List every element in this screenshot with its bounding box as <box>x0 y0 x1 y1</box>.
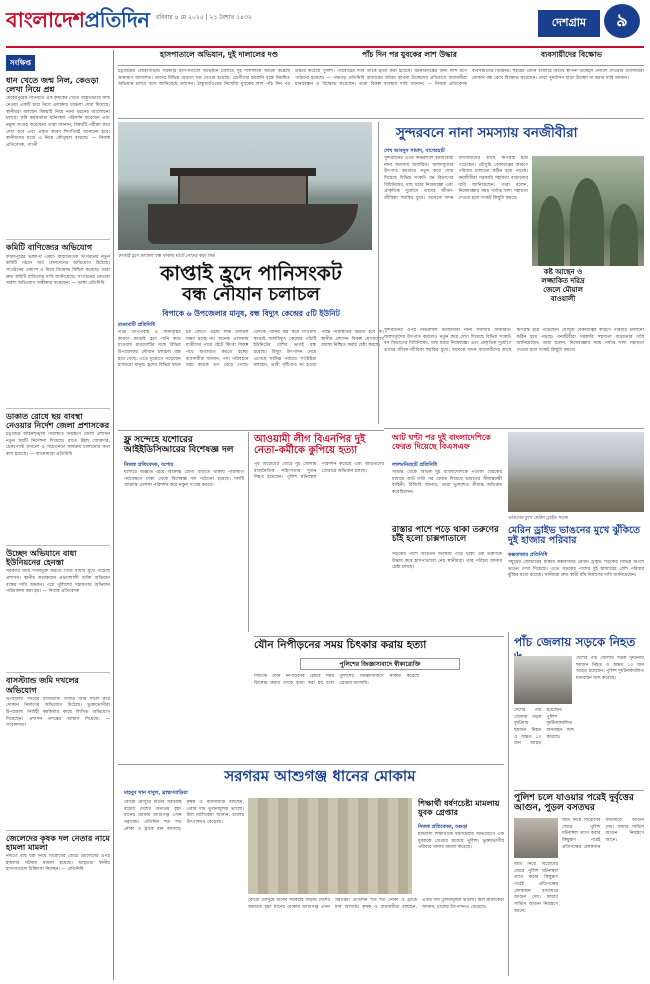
torture-subhead-box <box>300 658 460 670</box>
feature-subheadline: বিপাকে ৬ উপজেলার মানুষ, বন্ধ বিদ্যুৎ কেন্দ্রের ৫টি ইউনিট <box>162 308 340 318</box>
brief-headline[interactable]: উচ্ছেদ অভিযানে বাধা ইউনিয়নের হেনস্তা <box>6 548 77 568</box>
divider <box>514 790 644 791</box>
five-districts-text: দেশের পাঁচ জেলায় সড়ক দুর্ঘটনায় ছয়জন নিহত ও অন্তত ১০ জন আহত হয়েছেন। পুলিশ দুর্ঘটনাকবলিত যানবাহন জব্দ করেছে। <box>576 656 644 681</box>
story-body-found-text: ঠাকুরগাঁওয়ের নিখোঁজ যুবকের লাশ পাঁচ দিন পর উদ্ধার করেছে পুলিশ। পরিবারের দাবি তাকে হত্যা করা হয়েছে। ময়নাতদন্তের জন্য লাশ মর্গে পাঠানো হয়েছে। — পঞ্চগড় প্রতিনিধি <box>197 69 467 88</box>
top-headline-strip <box>118 50 644 66</box>
police-leaving-text: জমি নিয়ে বিরোধের জেরে পুলিশ ঘটনাস্থল ত্যাগ করার কিছুক্ষণ পরেই প্রতিপক্ষের লোকজন বসতঘরে আগুন দেয়। ফায়ার সার্ভিস আগুন নিয়ন্ত্রণে আনে। <box>562 818 644 850</box>
divider <box>6 408 110 409</box>
logo-sub-text: প্রতিদিন <box>84 7 150 32</box>
brief-text: চট্টগ্রামে আইনশৃঙ্খলা পরিস্থিতি নিয়ন্ত্রণে জেলা প্রশাসন নতুন ছয়টি নির্দেশনা দিয়েছে। রাতে টহল জোরদার, চেকপোস্ট বসানো ও সচেতনতা কার্যক্রম চালানোর কথা বলা হয়েছে। — আনোয়ারা প্রতিনিধি <box>6 431 110 457</box>
divider <box>6 830 110 831</box>
torture-subhead: পুলিশের জিজ্ঞাসাবাদে স্বীকারোক্তি <box>339 661 421 668</box>
left-briefs-column <box>6 50 114 980</box>
briefs-tab: সংক্ষিপ্ত <box>6 55 35 71</box>
five-districts-headline[interactable]: পাঁচ জেলায় সড়কে নিহত <box>514 635 636 649</box>
student-case-headline[interactable]: শিক্ষার্থী ধর্ষণচেষ্টা মামলায় যুবক গ্রেপ্তার <box>418 799 500 817</box>
strip-headline-traders[interactable]: ব্যবসায়ীদের বিক্ষোভ <box>540 50 602 59</box>
eight-hour-byline: লালমনিরহাট প্রতিনিধি <box>392 462 437 468</box>
dateline: রবিবার ৪ মে ২০২৫ | ২১ বৈশাখ ১৪৩২ <box>156 14 252 21</box>
page-number-badge: ৯ <box>604 4 640 38</box>
ashugonj-headline[interactable]: সরগরম আশুগঞ্জ ধানের মোকাম <box>224 767 416 785</box>
brief-text: ফরিদপুরের ভাঙ্গা-য় একটি রাজনৈতিক সংগঠনের নতুন কমিটি গঠনে অর্থ লেনদেনের অভিযোগ উঠেছে। সংগঠনের একাংশ এ নিয়ে বিক্ষোভ মিছিল করেছে। তারা দ্রুত কমিটি বাতিলের দাবি জানিয়েছে। সংগঠনের নেতারা অবশ্য অভিযোগ অস্বীকার করেছেন। — ভাঙ্গা প্রতিনিধি <box>6 254 110 287</box>
story-traders-text: বাজারের অবৈধ স্থাপনা উচ্ছেদের প্রতিবাদে ব্যবসায়ীরা মানববন্ধন ও বিক্ষোভ করেছেন। তারা বিকল্প ব্যবস্থার দাবি জানান। — নিজস্ব প্রতিবেদক <box>295 75 468 88</box>
awami-text: পূর্ব বিরোধের জেরে দুই জেলায় রাজনৈতিক সহিংসতায় দুজন নিহত হয়েছেন। পুলিশ ঘটনাস্থল পরিদর্শন করেছে এবং জড়িতদের গ্রেপ্তারে অভিযান চলছে। <box>254 462 384 481</box>
divider <box>384 428 644 429</box>
five-districts-continued: দেশের পাঁচ জেলায় সড়ক দুর্ঘটনায় ছয়জন নিহত ও অন্তত ১০ জন আহত হয়েছেন। পুলিশ দুর্ঘটনাকবলিত যানবাহন জব্দ করেছে। <box>514 708 574 747</box>
divider <box>254 636 504 637</box>
section-title: দেশগ্রাম <box>538 10 600 37</box>
brief-text: সরকারি জমি দখলমুক্ত করতে গিয়ে বাধার মুখে পড়েছে প্রশাসন। স্থানীয় কয়েকজন প্রভাবশালী ব্যক্তি অভিযান বন্ধের দাবি জানান। পরে পুলিশের সহায়তায় অভিযান পরিচালনা করা হয়। — নিজস্ব প্রতিবেদক <box>6 569 110 595</box>
story-right-top-text: ব্যবসায়ীদের বিক্ষোভ: শহরের প্রধান বাজারে অবৈধ স্থাপনা উচ্ছেদে নোটিশ দেওয়ায় ব্যবসায়ীরা দোকান বন্ধ রেখে বিক্ষোভ করেছেন। তারা পুনর্বাসন ছাড়া উচ্ছেদ না করার দাবি জানান। <box>472 69 644 81</box>
paddy-market-photo[interactable] <box>248 798 412 894</box>
divider <box>118 118 644 119</box>
flu-team-headline[interactable]: ফ্লু সন্দেহে যশোরের আইইডিসিআরের বিশেষজ্ঞ দল <box>124 435 234 455</box>
tree-shape <box>570 178 604 266</box>
tree-shape <box>610 204 638 266</box>
burned-house-photo[interactable] <box>514 818 558 858</box>
marine-drive-byline: কক্সবাজার প্রতিনিধি <box>508 552 548 558</box>
awami-headline[interactable]: আওয়ামী লীগ বিএনপির দুই নেতা-কর্মীকে কুপিয়ে হত্যা <box>254 434 366 456</box>
police-leaving-headline[interactable]: পুলিশ চলে যাওয়ার পরেই দুর্বৃত্তের আগুন, পুড়ল বসতঘর <box>514 793 634 813</box>
divider <box>118 764 504 765</box>
sundarbans-headline[interactable]: সুন্দরবনে নানা সমস্যায় বনজীবীরা <box>396 125 578 141</box>
ashugonj-text: বোরো মৌসুমে ধানের সরবরাহ বাড়ায় দেশের অন্যতম বৃহৎ ধানের মোকাম আশুগঞ্জ এখন সরগরম। প্রতিদিন শত শত নৌকা ও ট্রাকে ধান আসছে। কৃষক ও ব্যবসায়ীরা বলছেন, এবার দাম তুলনামূলক ভালো। মিল মালিকেরা জানান, চালের উৎপাদনও বেড়েছে। <box>124 800 244 832</box>
top-strip-stories <box>118 69 644 115</box>
sundarbans-byline: শেখ আবদুস সামাদ, বাগেরহাট <box>384 148 445 154</box>
brief-headline[interactable]: কমিটি বাণিজ্যের অভিযোগ <box>6 243 93 253</box>
feature-headline-line1: কাপ্তাই হ্রদে পানিসংকট <box>160 261 342 285</box>
tree-shape <box>538 196 564 266</box>
roadside-headline[interactable]: রাস্তার পাশে পড়ে থাকা তরুণের চাঁই হলো চাক্সপাতালে <box>392 525 499 545</box>
torture-headline[interactable]: যৌন নিপীড়নের সময় চিৎকার করায় হত্যা <box>254 639 427 651</box>
flu-team-byline: নিজস্ব প্রতিবেদক, যশোর <box>124 462 174 468</box>
eight-hour-headline[interactable]: আট ঘণ্টা পর দুই বাংলাদেশিকে ফেরত দিয়েছে বিএসএফ <box>392 433 491 451</box>
marine-drive-headline[interactable]: মেরিন ড্রাইভ ভাঙনের মুখে ঝুঁকিতে দুই হাজার পরিবার <box>508 525 641 547</box>
brief-headline[interactable]: বাসস্ট্যান্ড জমি দখলের অভিযোগ <box>6 676 79 695</box>
road-accident-photo[interactable] <box>514 656 572 704</box>
boat-cabin <box>178 174 308 206</box>
forest-quote-box: কষ্ট আছেন ও লজ্জাকিত দরিদ্র জেলে মৌয়াল বাওয়ালী <box>534 268 592 304</box>
divider <box>6 239 110 240</box>
eight-hour-text: সীমান্ত থেকে আটক দুই বাংলাদেশিকে পতাকা বৈঠকের মাধ্যমে আট ঘণ্টা পর ফেরত দিয়েছে ভারতের সীমান্তরক্ষী বাহিনী। বিজিবি জানায়, তারা ভুলবশত সীমান্ত অতিক্রম করেছিলেন। <box>392 470 502 495</box>
divider <box>6 545 110 546</box>
story-hospital-text: চট্টগ্রামের লোহাগাড়ায় সরকারি হাসপাতালে অভিযান চালিয়ে দুই দালালকে আটক করেছে ভ্রাম্যমাণ আদালত। তাদের বিভিন্ন মেয়াদে দণ্ড দেওয়া হয়েছে। রোগীদের হয়রানি বন্ধে নিয়মিত অভিযান চলবে বলে জানিয়েছে প্রশাসন। <box>118 69 290 88</box>
torture-text: শিশুকে যৌন নিপীড়নের চেষ্টার সময় চিৎকার করায় তাকে হত্যা করা হয় বলে পুলিশের জিজ্ঞাসাবাদে স্বীকার করেছে গ্রেপ্তার আসামি। <box>254 674 419 686</box>
sundarbans-body-text: সুন্দরবনের ওপর নির্ভরশীল বনজীবীরা নানা সমস্যায় জর্জরিত। জলদস্যুদের উৎপাত কমলেও নতুন করে দেখা দিয়েছে বিভিন্ন সংকট। বন বিভাগের বিধিনিষেধ, মাছ ধরার নিষেধাজ্ঞা এবং প্রাকৃতিক দুর্যোগে তাদের জীবন-জীবিকা হুমকির মুখে। অনেকে দাদন ব্যবসায়ীদের কাছে ঋণগ্রস্ত হয়ে পড়েছেন। মৌসুমি বেকারত্বের কারণে পরিবার চালানো কঠিন হয়ে পড়ছে। বনজীবীরা সরকারি সহায়তা বাড়ানোর দাবি জানিয়েছেন। তারা বলেন, নিষেধাজ্ঞার সময় পর্যাপ্ত খাদ্য সহায়তা দেওয়া হলে সংকট কিছুটা কমবে। <box>384 156 528 201</box>
feature-headline-line2: বন্ধ নৌযান চলাচল <box>182 284 320 305</box>
student-case-text: মাদরাসা শিক্ষার্থীকে ধর্ষণচেষ্টার অভিযোগে এক যুবককে গ্রেপ্তার করেছে পুলিশ। ভুক্তভোগীর পরিবার থানায় মামলা করেছে। <box>418 832 504 851</box>
newspaper-logo[interactable] <box>6 4 149 39</box>
column-divider <box>508 632 509 976</box>
feature-body-text: তীব্র তাপপ্রবাহ ও অনাবৃষ্টির কারণে কাপ্তাই হ্রদে পানি কমে যাওয়ায় রাঙামাটির সঙ্গে বিভিন্ন উপজেলার নৌযান চলাচল বন্ধ হয়ে গেছে। এতে দুর্ভোগে পড়েছেন হাজারো মানুষ। হ্রদের বিভিন্ন স্থানে চর জেগে ওঠায় লঞ্চ চলাচল সম্ভব হচ্ছে না। অনেক এলাকায় যাত্রীদের পায়ে হেঁটে কিংবা বিকল্প পথে যাতায়াত করতে হচ্ছে। ব্যবসায়ীরা জানান, পণ্য পরিবহনে খরচ কয়েক গুণ বেড়ে গেছে। এদিকে পানির স্তর কমে যাওয়ায় কাপ্তাই জলবিদ্যুৎ কেন্দ্রের পাঁচটি ইউনিটের বেশির ভাগই বন্ধ রয়েছে। বিদ্যুৎ উৎপাদন নেমে এসেছে সর্বনিম্ন পর্যায়ে। সংশ্লিষ্টরা বলছেন, ভারী বৃষ্টিপাত না হওয়া পর্যন্ত পরিস্থিতির উন্নতি হবে না। স্থানীয় প্রশাসন বিকল্প যোগাযোগ ব্যবস্থা নিশ্চিত করার চেষ্টা করছে। <box>118 330 384 369</box>
brief-headline[interactable]: জেলেদের কৃষক দল নেতার নামে হামলা মামলা <box>6 833 110 852</box>
shore-photo-caption: ভাঙনের মুখে মেরিন ড্রাইভ সড়ক <box>508 516 568 521</box>
brief-text: মেহেরপুরের গাংনীতে এক কৃষকের খেতে অদ্ভুতভাবে জন্ম নেওয়া একটি চারা নিয়ে এলাকায় চাঞ্চল্য দেখা দিয়েছে। স্থানীয়রা বলছেন বিষয়টি নিয়ে নানা ধরনের আলোচনা চলছে। কৃষি কর্মকর্তারা ঘটনাস্থল পরিদর্শন করেছেন এবং নমুনা সংগ্রহ করেছেন। তারা জানান, বিষয়টি পরীক্ষা করে দেখা হবে এবং প্রকৃত কারণ শিগগিরই জানানো হবে। স্থানীয়দের মধ্যে এ নিয়ে কৌতূহল বাড়ছে। — নিজস্ব প্রতিবেদক, গাংনী <box>6 96 110 148</box>
feature-byline: রাঙামাটি প্রতিনিধি <box>118 322 156 328</box>
divider <box>118 430 384 431</box>
police-leaving-continued: জমি নিয়ে বিরোধের জেরে পুলিশ ঘটনাস্থল ত্যাগ করার কিছুক্ষণ পরেই প্রতিপক্ষের লোকজন বসতঘরে আগুন দেয়। ফায়ার সার্ভিস আগুন নিয়ন্ত্রণে আনে। <box>514 862 558 914</box>
flu-team-text: যশোরে অজ্ঞাত জ্বরে আক্রান্ত রোগী বাড়তে থাকায় পরিস্থিতি পর্যবেক্ষণে ঢাকা থেকে বিশেষজ্ঞ দল পাঠানো হয়েছে। দলটি আক্রান্ত এলাকা পরিদর্শন করে নমুনা সংগ্রহ করবে। <box>124 470 244 489</box>
brief-text: নদীতে মাছ ধরা নিয়ে বিরোধের জেরে জেলেদের ওপর হামলার ঘটনায় মামলা হয়েছে। আহতরা স্থানীয় হাসপাতালে চিকিৎসা নিচ্ছেন। — প্রতিনিধি <box>6 854 110 873</box>
student-case-byline: নিজস্ব প্রতিবেদক, বগুড়া <box>418 824 468 830</box>
boat-hull <box>148 204 358 244</box>
column-divider <box>248 432 249 632</box>
strip-headline-hospital[interactable]: হাসপাতালে অভিযান, দুই দালালের দণ্ড <box>160 50 278 59</box>
boat-photo-caption: কাপ্তাই হ্রদে চলাচল বন্ধ থাকায় ঘাটে নোঙর করা লঞ্চ <box>118 254 215 259</box>
kaptai-feature-headline[interactable] <box>126 262 376 321</box>
boat-photo[interactable] <box>118 122 372 250</box>
logo-main-text: বাংলাদেশ <box>6 7 85 32</box>
marine-drive-text: সমুদ্রের জোয়ারের ধাক্কায় কক্সবাজার মেরিন ড্রাইভ সড়কের বিভিন্ন অংশে ভাঙন দেখা দিয়েছে। এতে সড়কের পাশের দুই হাজারের বেশি পরিবার ঝুঁকির মধ্যে রয়েছে। স্থানীয়রা দ্রুত স্থায়ী বাঁধ নির্মাণের দাবি জানিয়েছেন। <box>508 560 644 579</box>
forest-photo[interactable] <box>532 156 644 266</box>
brief-headline[interactable]: ডাকাত রোধে ছয় বাবস্থা নেওয়ার নির্দেশ জেলা প্রশাসকের <box>6 411 110 430</box>
column-divider <box>378 122 379 424</box>
brief-headline[interactable]: ধান খেতে জন্ম নিল, কেওড়া লেখা নিয়ে প্রশ্ন <box>6 76 99 95</box>
divider <box>6 672 110 673</box>
brief-text: উপজেলা সদরের বাসস্ট্যান্ড সংলগ্ন জমি দখল করে দোকান নির্মাণের অভিযোগ উঠেছে। ভুক্তভোগীরা উপজেলা নির্বাহী কর্মকর্তার কাছে লিখিত অভিযোগ দিয়েছেন। প্রশাসন তদন্তের আশ্বাস দিয়েছে। — সংবাদদাতা <box>6 696 110 729</box>
shore-photo[interactable] <box>508 432 644 512</box>
masthead <box>6 4 644 48</box>
roadside-text: সড়কের পাশে অচেতন অবস্থায় পড়ে থাকা এক তরুণকে উদ্ধার করে হাসপাতালে নেয় স্থানীয়রা। তার পরিচয় জানার চেষ্টা চলছে। <box>392 552 502 571</box>
sundarbans-continued-text: সুন্দরবনের ওপর নির্ভরশীল বনজীবীরা নানা সমস্যায় জর্জরিত। জলদস্যুদের উৎপাত কমলেও নতুন করে দেখা দিয়েছে বিভিন্ন সংকট। বন বিভাগের বিধিনিষেধ, মাছ ধরার নিষেধাজ্ঞা এবং প্রাকৃতিক দুর্যোগে তাদের জীবন-জীবিকা হুমকির মুখে। অনেকে দাদন ব্যবসায়ীদের কাছে ঋণগ্রস্ত হয়ে পড়েছেন। মৌসুমি বেকারত্বের কারণে পরিবার চালানো কঠিন হয়ে পড়ছে। বনজীবীরা সরকারি সহায়তা বাড়ানোর দাবি জানিয়েছেন। তারা বলেন, নিষেধাজ্ঞার সময় পর্যাপ্ত খাদ্য সহায়তা দেওয়া হলে সংকট কিছুটা কমবে। <box>384 328 644 353</box>
strip-headline-body-found[interactable]: পাঁচ দিন পর যুবকের লাশ উদ্ধার <box>362 50 457 59</box>
ashugonj-byline: মাহবুব খান বাবুল, ব্রাহ্মণবাড়িয়া <box>124 790 188 796</box>
ashugonj-continued-text: বোরো মৌসুমে ধানের সরবরাহ বাড়ায় দেশের অন্যতম বৃহৎ ধানের মোকাম আশুগঞ্জ এখন সরগরম। প্রতিদিন শত শত নৌকা ও ট্রাকে ধান আসছে। কৃষক ও ব্যবসায়ীরা বলছেন, এবার দাম তুলনামূলক ভালো। মিল মালিকেরা জানান, চালের উৎপাদনও বেড়েছে। <box>248 898 504 910</box>
